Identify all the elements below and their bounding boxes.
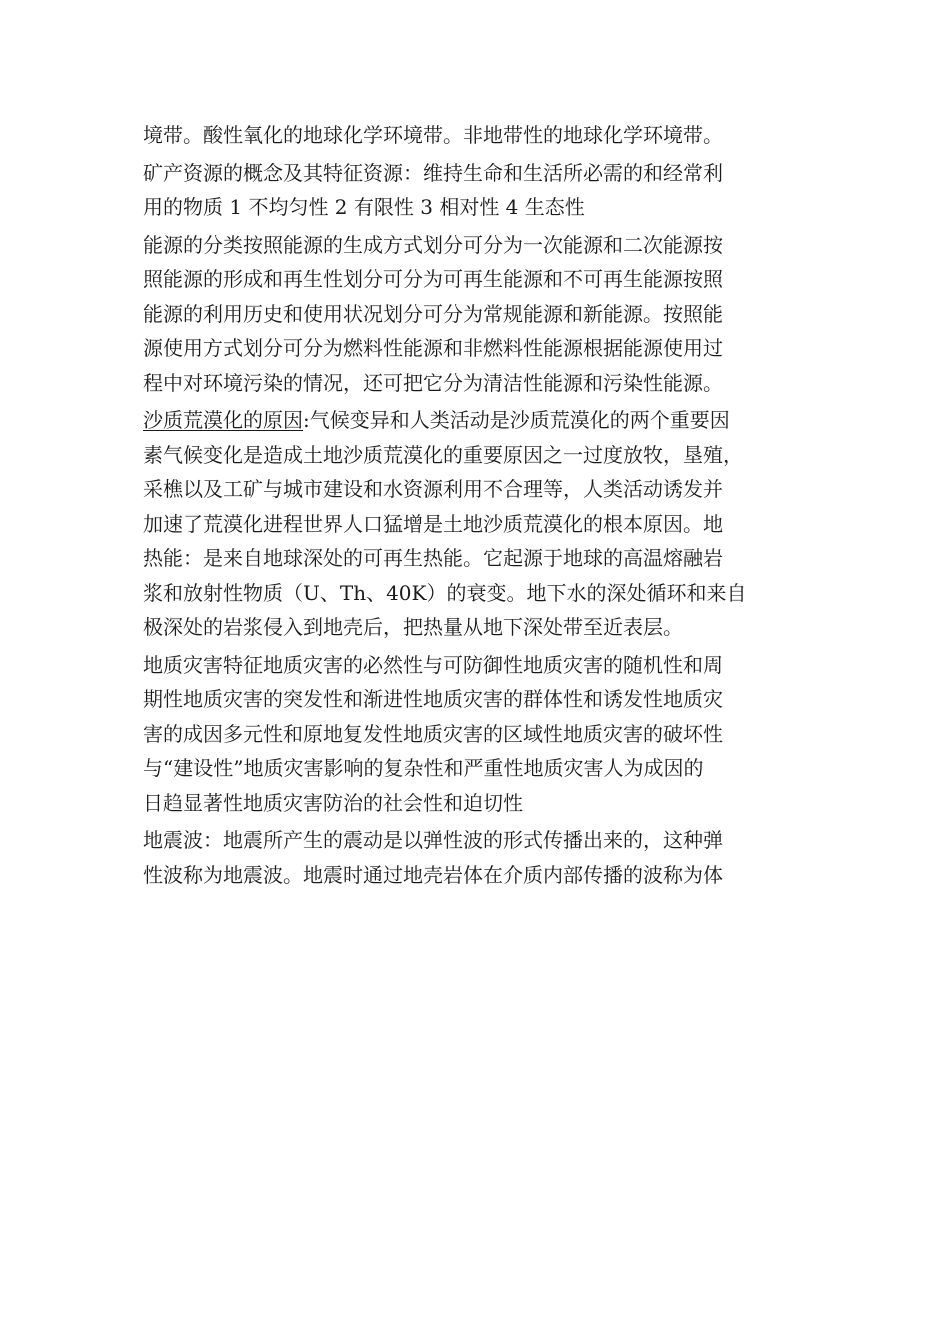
- text-line: 热能：是来自地球深处的可再生热能。它起源于地球的高温熔融岩: [143, 546, 723, 570]
- text-line: 极深处的岩浆侵入到地壳后，把热量从地下深处带至近表层。: [143, 615, 683, 639]
- text-line: 地质灾害特征地质灾害的必然性与可防御性地质灾害的随机性和周: [143, 652, 723, 677]
- desert-paragraph-first-line: [143, 403, 833, 438]
- text-line: 源使用方式划分可分为燃料性能源和非燃料性能源根据能源使用过: [143, 336, 723, 360]
- text-line: 害的成因多元性和原地复发性地质灾害的区域性地质灾害的破坏性: [143, 721, 723, 746]
- desert-heading: 沙质荒漠化的原因: [143, 408, 303, 432]
- text-line: 用的物质 1 不均匀性 2 有限性 3 相对性 4 生态性: [143, 195, 585, 219]
- desert-heading-rest: :气候变异和人类活动是沙质荒漠化的两个重要因: [303, 408, 730, 432]
- text-line: 浆和放射性物质（U、Th、40K）的衰变。地下水的深处循环和来自: [143, 580, 747, 605]
- document-body: [143, 118, 833, 892]
- text-line: 照能源的形成和再生性划分可分为可再生能源和不可再生能源按照: [143, 267, 723, 291]
- text-line: 加速了荒漠化进程世界人口猛增是土地沙质荒漠化的根本原因。地: [143, 511, 723, 536]
- text-line: 矿产资源的概念及其特征资源：维持生命和生活所必需的和经常利: [143, 160, 723, 185]
- text-line: 采樵以及工矿与城市建设和水资源利用不合理等，人类活动诱发并: [143, 477, 723, 501]
- text-line: 能源的分类按照能源的生成方式划分可分为一次能源和二次能源按: [143, 232, 723, 257]
- text-line: 境带。酸性氧化的地球化学环境带。非地带性的地球化学环境带。: [143, 123, 723, 147]
- text-line: 素气候变化是造成土地沙质荒漠化的重要原因之一过度放牧，垦殖，: [143, 442, 743, 467]
- text-line: 期性地质灾害的突发性和渐进性地质灾害的群体性和诱发性地质灾: [143, 687, 723, 711]
- text-line: 能源的利用历史和使用状况划分可分为常规能源和新能源。按照能: [143, 301, 723, 326]
- text-line: 地震波：地震所产生的震动是以弹性波的形式传播出来的，这种弹: [143, 828, 723, 852]
- text-line: 日趋显著性地质灾害防治的社会性和迫切性: [143, 790, 523, 815]
- text-line: 程中对环境污染的情况，还可把它分为清洁性能源和污染性能源。: [143, 370, 723, 395]
- text-line: 与“建设性”地质灾害影响的复杂性和严重性地质灾害人为成因的: [143, 756, 704, 780]
- text-line: 性波称为地震波。地震时通过地壳岩体在介质内部传播的波称为体: [143, 862, 723, 887]
